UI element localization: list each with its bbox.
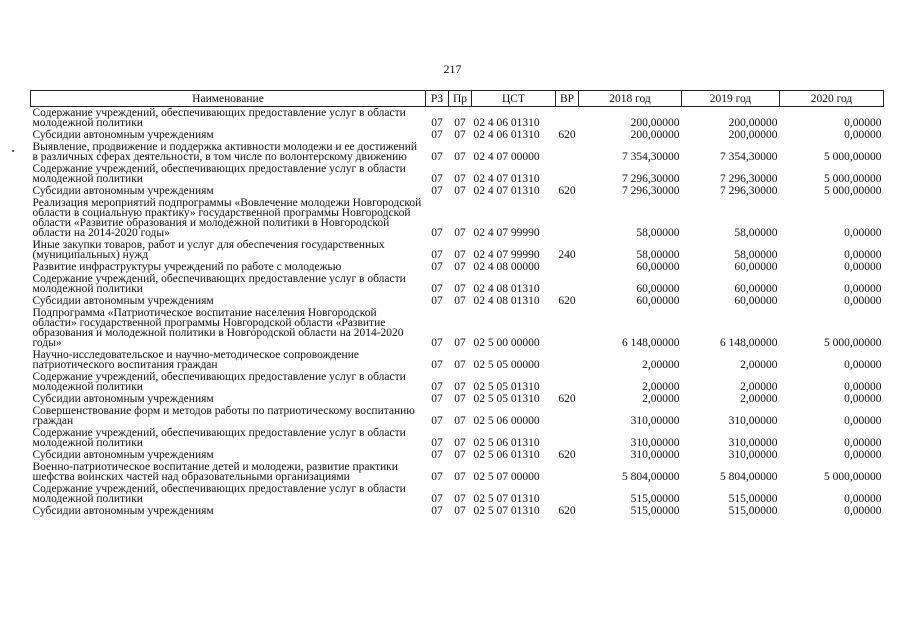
row-value-2020: 0,00000 [844,393,882,405]
row-value-2020: 0,00000 [844,493,882,505]
row-vr [556,349,579,371]
row-rz: 07 [431,449,443,461]
row-pr: 07 [454,505,466,517]
page-number: 217 [443,62,462,76]
row-value-2019: 2,00000 [740,359,778,371]
row-cst: 02 5 06 00000 [473,415,540,427]
row-pr: 07 [454,261,466,273]
row-cst: 02 5 05 00000 [473,359,540,371]
row-vr [556,405,579,427]
stray-dot [12,150,14,152]
row-pr: 07 [454,337,466,349]
row-cst: 02 5 07 01310 [473,493,540,505]
table-row [31,349,884,371]
row-name: Иные закупки товаров, работ и услуг для обеспечения государственных (муниципальных) нужд [32,239,385,261]
row-cst: 02 4 07 99990 [473,249,540,261]
row-rz: 07 [431,393,443,405]
table-row [31,129,884,141]
table-row [31,141,884,163]
row-pr: 07 [454,493,466,505]
row-pr: 07 [454,151,466,163]
row-value-2018: 5 804,00000 [622,471,680,483]
row-rz: 07 [431,151,443,163]
row-cst: 02 4 06 01310 [473,117,540,129]
row-vr [556,273,579,295]
row-pr: 07 [454,249,466,261]
row-name: Субсидии автономным учреждениям [32,129,214,141]
row-vr: 620 [558,449,576,461]
row-pr: 07 [454,117,466,129]
table-row [31,261,884,273]
row-value-2019: 515,00000 [728,493,778,505]
row-vr [556,197,579,239]
row-cst: 02 4 08 01310 [473,295,540,307]
table-row [31,505,884,517]
table-header-row [31,91,884,107]
row-cst: 02 5 05 01310 [473,381,540,393]
row-value-2019: 310,00000 [728,449,778,461]
row-rz: 07 [431,227,443,239]
header-pr: Пр [449,91,472,107]
row-value-2020: 0,00000 [844,295,882,307]
row-value-2020: 0,00000 [844,261,882,273]
row-cst: 02 4 08 01310 [473,283,540,295]
row-pr: 07 [454,449,466,461]
row-value-2018: 7 296,30000 [622,173,680,185]
row-rz: 07 [431,437,443,449]
row-value-2020: 5 000,00000 [824,173,882,185]
row-name: Содержание учреждений, обеспечивающих предоставление услуг в области молодежной политики [32,371,406,393]
row-pr: 07 [454,415,466,427]
row-cst: 02 4 06 01310 [473,129,540,141]
row-cst: 02 5 00 00000 [473,337,540,349]
row-value-2018: 7 354,30000 [622,151,680,163]
row-value-2019: 7 354,30000 [720,151,778,163]
row-name: Содержание учреждений, обеспечивающих предоставление услуг в области молодежной политики [32,163,406,185]
row-value-2018: 310,00000 [630,437,680,449]
row-value-2020: 0,00000 [844,227,882,239]
row-name: Субсидии автономным учреждениям [32,505,214,517]
row-vr [556,483,579,505]
row-rz: 07 [431,129,443,141]
row-cst: 02 4 07 01310 [473,185,540,197]
row-value-2020: 0,00000 [844,117,882,129]
row-pr: 07 [454,381,466,393]
row-name: Подпрограмма «Патриотическое воспитание населения Новгородской области» государственной программы Новгородской области «Развитие образования и молодежной политики в Новгородской области на 2014-2020 годы» [32,307,404,349]
row-value-2018: 310,00000 [630,415,680,427]
row-vr [556,427,579,449]
row-pr: 07 [454,393,466,405]
row-rz: 07 [431,505,443,517]
row-cst: 02 5 07 00000 [473,471,540,483]
row-rz: 07 [431,493,443,505]
row-value-2020: 5 000,00000 [824,151,882,163]
row-cst: 02 5 06 01310 [473,449,540,461]
header-cst: ЦСТ [472,91,556,107]
row-vr [556,371,579,393]
row-value-2018: 515,00000 [630,505,680,517]
row-value-2020: 0,00000 [844,505,882,517]
row-value-2020: 5 000,00000 [824,471,882,483]
row-vr: 620 [558,295,576,307]
row-rz: 07 [431,471,443,483]
row-value-2020: 0,00000 [844,249,882,261]
row-rz: 07 [431,295,443,307]
row-rz: 07 [431,337,443,349]
table-row [31,239,884,261]
row-name: Выявление, продвижение и поддержка активности молодежи и ее достижений в различных сферах деятельности, в том числе по волонтерскому движению [32,141,418,163]
row-pr: 07 [454,129,466,141]
header-2019: 2019 год [682,91,780,107]
table-row [31,307,884,349]
row-value-2020: 0,00000 [844,359,882,371]
row-pr: 07 [454,185,466,197]
row-rz: 07 [431,249,443,261]
row-value-2019: 60,00000 [734,295,778,307]
row-value-2020: 0,00000 [844,381,882,393]
row-name: Субсидии автономным учреждениям [32,295,214,307]
row-name: Развитие инфраструктуры учреждений по работе с молодежью [32,261,342,273]
row-value-2020: 5 000,00000 [824,337,882,349]
row-rz: 07 [431,415,443,427]
row-name: Содержание учреждений, обеспечивающих предоставление услуг в области молодежной политики [32,273,406,295]
row-rz: 07 [431,173,443,185]
row-vr: 620 [558,185,576,197]
table-row [31,197,884,239]
row-rz: 07 [431,359,443,371]
row-pr: 07 [454,359,466,371]
row-value-2019: 5 804,00000 [720,471,778,483]
row-value-2020: 0,00000 [844,129,882,141]
row-value-2019: 200,00000 [728,129,778,141]
row-rz: 07 [431,283,443,295]
row-cst: 02 5 06 01310 [473,437,540,449]
row-value-2019: 60,00000 [734,283,778,295]
row-vr [556,141,579,163]
row-name: Совершенствование форм и методов работы по патриотическому воспитанию граждан [32,405,415,427]
row-name: Научно-исследовательское и научно-методическое сопровождение патриотического воспитания граждан [32,349,359,371]
row-vr: 620 [558,505,576,517]
row-rz: 07 [431,185,443,197]
row-value-2020: 5 000,00000 [824,185,882,197]
row-value-2018: 2,00000 [642,359,680,371]
row-name: Содержание учреждений, обеспечивающих предоставление услуг в области молодежной политики [32,107,406,129]
row-value-2020: 0,00000 [844,283,882,295]
row-value-2018: 58,00000 [636,227,680,239]
row-value-2018: 6 148,00000 [622,337,680,349]
row-pr: 07 [454,173,466,185]
row-value-2019: 310,00000 [728,437,778,449]
row-vr [556,307,579,349]
budget-table [30,90,884,517]
row-value-2019: 7 296,30000 [720,173,778,185]
table-row [31,185,884,197]
row-vr [556,461,579,483]
row-rz: 07 [431,117,443,129]
table-row [31,483,884,505]
header-2020: 2020 год [780,91,884,107]
header-name: Наименование [31,91,426,107]
row-value-2018: 60,00000 [636,295,680,307]
row-cst: 02 4 07 99990 [473,227,540,239]
row-value-2018: 515,00000 [630,493,680,505]
row-name: Субсидии автономным учреждениям [32,449,214,461]
row-cst: 02 4 08 00000 [473,261,540,273]
row-value-2019: 515,00000 [728,505,778,517]
row-pr: 07 [454,471,466,483]
table-row [31,405,884,427]
table-row [31,371,884,393]
row-value-2019: 58,00000 [734,249,778,261]
row-pr: 07 [454,437,466,449]
row-value-2020: 0,00000 [844,437,882,449]
row-value-2019: 60,00000 [734,261,778,273]
row-pr: 07 [454,295,466,307]
row-vr: 240 [558,249,576,261]
row-cst: 02 4 07 00000 [473,151,540,163]
table-row [31,461,884,483]
row-name: Субсидии автономным учреждениям [32,185,214,197]
header-vr: ВР [556,91,579,107]
table-row [31,295,884,307]
row-value-2019: 58,00000 [734,227,778,239]
row-name: Содержание учреждений, обеспечивающих предоставление услуг в области молодежной политики [32,483,406,505]
row-vr [556,163,579,185]
row-name: Содержание учреждений, обеспечивающих предоставление услуг в области молодежной политики [32,427,406,449]
table-row [31,273,884,295]
row-name: Военно-патриотическое воспитание детей и молодежи, развитие практики шефства воинских частей над образовательными организациями [32,461,398,483]
header-rz: РЗ [426,91,449,107]
row-value-2019: 200,00000 [728,117,778,129]
row-value-2018: 7 296,30000 [622,185,680,197]
row-pr: 07 [454,227,466,239]
row-value-2018: 2,00000 [642,393,680,405]
row-value-2020: 0,00000 [844,415,882,427]
row-value-2018: 58,00000 [636,249,680,261]
row-name: Субсидии автономным учреждениям [32,393,214,405]
row-cst: 02 5 05 01310 [473,393,540,405]
row-value-2018: 2,00000 [642,381,680,393]
row-value-2018: 60,00000 [636,261,680,273]
row-value-2019: 2,00000 [740,393,778,405]
row-value-2019: 7 296,30000 [720,185,778,197]
row-vr: 620 [558,129,576,141]
table-row [31,107,884,130]
row-rz: 07 [431,381,443,393]
table-row [31,393,884,405]
row-value-2020: 0,00000 [844,449,882,461]
table-body [31,107,884,518]
row-value-2019: 2,00000 [740,381,778,393]
row-value-2018: 200,00000 [630,129,680,141]
table-row [31,449,884,461]
row-value-2019: 310,00000 [728,415,778,427]
table-row [31,427,884,449]
table-row [31,163,884,185]
row-name: Реализация мероприятий подпрограммы «Вовлечение молодежи Новгородской области в социальную практику» государственной программы Новгородской области «Развитие образования и молодежной политики в Новгородской области на 2014-2020 годы» [32,197,422,239]
row-rz: 07 [431,261,443,273]
row-value-2018: 200,00000 [630,117,680,129]
row-value-2019: 6 148,00000 [720,337,778,349]
row-cst: 02 5 07 01310 [473,505,540,517]
row-value-2018: 310,00000 [630,449,680,461]
row-vr [556,261,579,273]
row-cst: 02 4 07 01310 [473,173,540,185]
header-2018: 2018 год [579,91,682,107]
row-pr: 07 [454,283,466,295]
row-vr: 620 [558,393,576,405]
row-value-2018: 60,00000 [636,283,680,295]
row-vr [556,107,579,130]
